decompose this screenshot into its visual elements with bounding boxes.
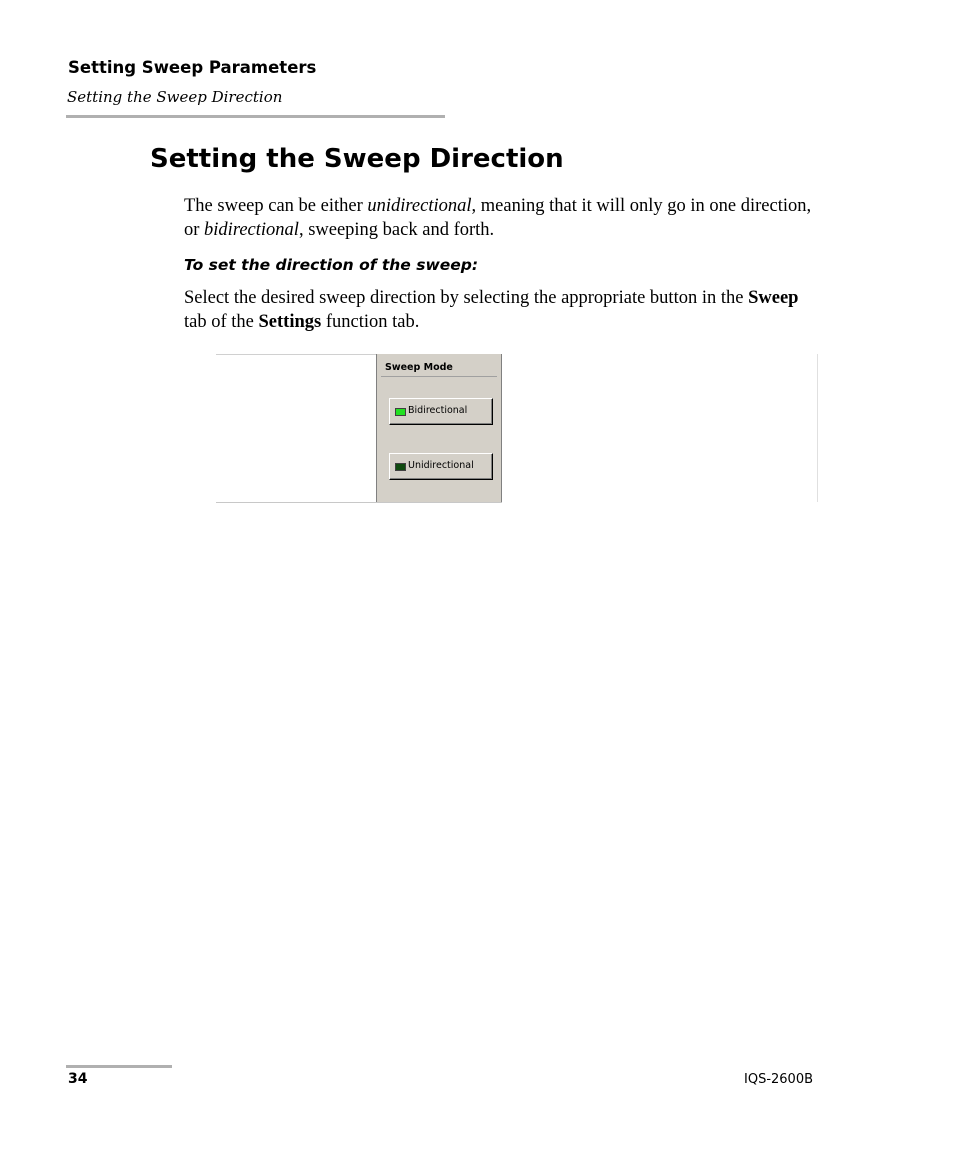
page-number: 34: [68, 1071, 88, 1087]
bidirectional-button-label: Bidirectional: [408, 405, 468, 416]
procedure-heading: To set the direction of the sweep:: [184, 256, 479, 274]
screenshot-border-bottom: [216, 502, 502, 503]
footer-divider: [66, 1065, 172, 1068]
screenshot-border-right: [817, 354, 818, 502]
panel-divider: [381, 376, 497, 377]
intro-paragraph: [184, 194, 824, 242]
sweep-mode-screenshot: [216, 354, 818, 503]
bidirectional-button[interactable]: [389, 398, 493, 425]
unidirectional-indicator-icon: [395, 463, 406, 471]
bidirectional-indicator-icon: [395, 408, 406, 416]
running-header-title: Setting Sweep Parameters: [68, 58, 317, 77]
product-model: IQS-2600B: [744, 1072, 814, 1087]
intro-text: The sweep can be either: [184, 196, 368, 216]
instruction-text: function tab.: [321, 312, 420, 332]
running-header-subtitle: Setting the Sweep Direction: [67, 88, 283, 106]
sweep-mode-panel: [376, 354, 502, 502]
instruction-text: tab of the: [184, 312, 259, 332]
header-divider: [66, 115, 445, 118]
unidirectional-button[interactable]: [389, 453, 493, 480]
unidirectional-button-label: Unidirectional: [408, 460, 474, 471]
term-bidirectional: bidirectional: [204, 220, 299, 240]
intro-text: , sweeping back and forth.: [298, 220, 495, 240]
term-settings: Settings: [258, 312, 322, 332]
term-sweep: Sweep: [748, 288, 799, 308]
instruction-paragraph: [184, 286, 824, 334]
sweep-mode-label: Sweep Mode: [385, 362, 453, 373]
intro-text: , meaning that it will only go in one direction, or: [184, 196, 812, 240]
page-heading: Setting the Sweep Direction: [150, 144, 564, 174]
instruction-text: Select the desired sweep direction by selecting the appropriate button in the: [184, 288, 749, 308]
term-unidirectional: unidirectional: [367, 196, 472, 216]
screenshot-border-top: [216, 354, 376, 355]
